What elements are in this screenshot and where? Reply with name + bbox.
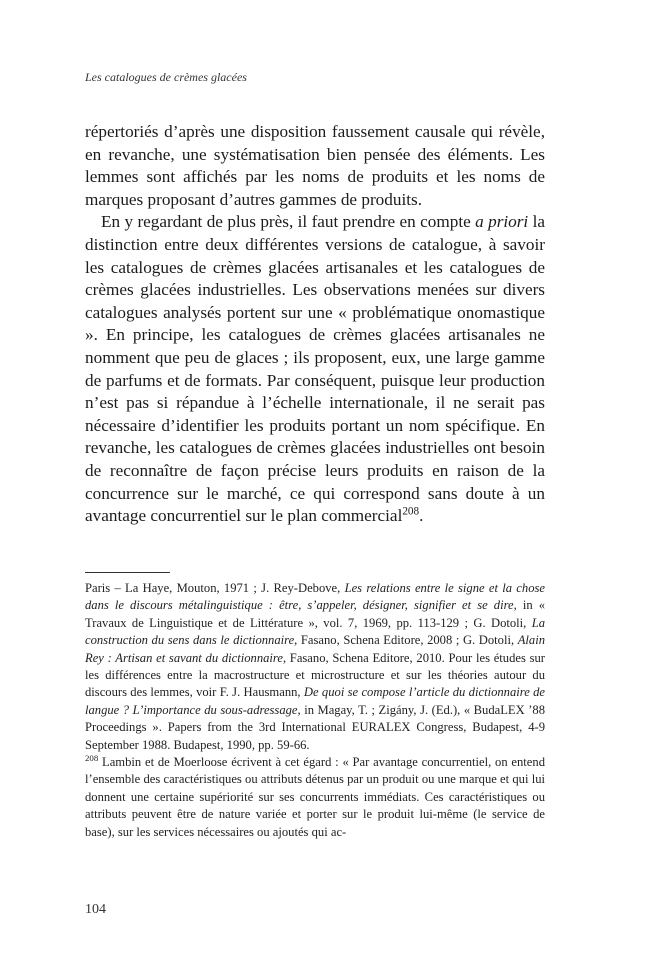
page-number: 104 xyxy=(85,902,106,917)
italic-a-priori: a priori xyxy=(475,212,529,232)
fn-text-3: , Fasano, Schena Editore, 2008 ; G. Dotoli, xyxy=(294,633,518,648)
body-text xyxy=(85,121,545,528)
fn-text-1: Paris – La Haye, Mouton, 1971 ; J. Rey-Debove, xyxy=(85,581,345,595)
paragraph-2-end: . xyxy=(419,506,424,526)
footnote-separator xyxy=(85,572,170,573)
paragraph-2-text-b: la distinction entre deux différentes versions de catalogue, à savoir les catalogues de crèmes glacées artisanales et les catalogues de crèmes glacées industrielles. Les observations menées sur divers catalogues analysés portent sur une « problématique onomastique ». En principe, les catalogues de crèmes glacées artisanales ne nomment que peu de glaces ; ils proposent, eux, une large gamme de parfums et de formats. Par conséquent, puisque leur production n’est pas si répandue à l’échelle internationale, il ne serait pas nécessaire d’identifier les produits portant un nom spécifique. En revanche, les catalogues de crèmes glacées industrielles ont besoin de reconnaître de façon précise leurs produits en raison de la concurrence sur le marché, ce qui correspond sans doute à un avantage concurrentiel sur le plan commercial xyxy=(85,212,546,526)
footnote-ref-208[interactable]: 208 xyxy=(402,505,420,518)
running-head: Les catalogues de crèmes glacées xyxy=(85,70,247,84)
paragraph-2 xyxy=(85,211,545,527)
footnote-208-number: 208 xyxy=(85,752,99,763)
fn-text-5: , in Magay, T. ; Zigány, J. (Ed.), « BudaLEX ’88 Proceedings ». Papers from the 3rd International EURALEX Congress, Budapest, 4-9 September 1988. Budapest, 1990, pp. 59-66. xyxy=(85,702,546,752)
paragraph-2-text-a: En y regardant de plus près, il faut prendre en compte xyxy=(101,212,476,232)
fn-title-4: De quoi se compose l’article du dictionnaire de langue ? L’importance du sous-adressage xyxy=(85,685,545,717)
fn-text-2: , in « Travaux de Linguistique et de Littérature », vol. 7, 1969, pp. 113-129 ; G. Dotoli, xyxy=(85,598,545,630)
footnote-208 xyxy=(85,754,545,841)
footnote-208-text: Lambin et de Moerloose écrivent à cet égard : « Par avantage concurrentiel, on entend l’ensemble des caractéristiques ou attributs détenus par un produit ou une marque et qui lui donnent une certaine supériorité sur ses concurrents immédiats. Ces caractéristiques ou attributs peuvent être de nature variée et porter sur le produit lui-même (le service de base), sur les services nécessaires ou ajoutés qui ac- xyxy=(85,755,545,839)
fn-title-3: Alain Rey : Artisan et savant du dictionnaire xyxy=(85,633,545,665)
fn-title-1: Les relations entre le signe et la chose dans le discours métalinguistique : être, s’appeler, désigner, signifier et se dire xyxy=(85,581,545,613)
fn-text-4: , Fasano, Schena Editore, 2010. Pour les études sur les différences entre la macrostructure et microstructure et sur les théories autour du discours des lemmes, voir F. J. Hausmann, xyxy=(85,650,545,700)
paragraph-1: répertoriés d’après une disposition faussement causale qui révèle, en revanche, une systématisation bien pensée des éléments. Les lemmes sont affichés par les noms de produits et les noms de marques proposant d’autres gammes de produits. xyxy=(85,122,545,209)
fn-title-2: La construction du sens dans le dictionnaire xyxy=(85,615,545,648)
footnotes xyxy=(85,580,545,841)
footnote-continuation xyxy=(85,580,545,754)
